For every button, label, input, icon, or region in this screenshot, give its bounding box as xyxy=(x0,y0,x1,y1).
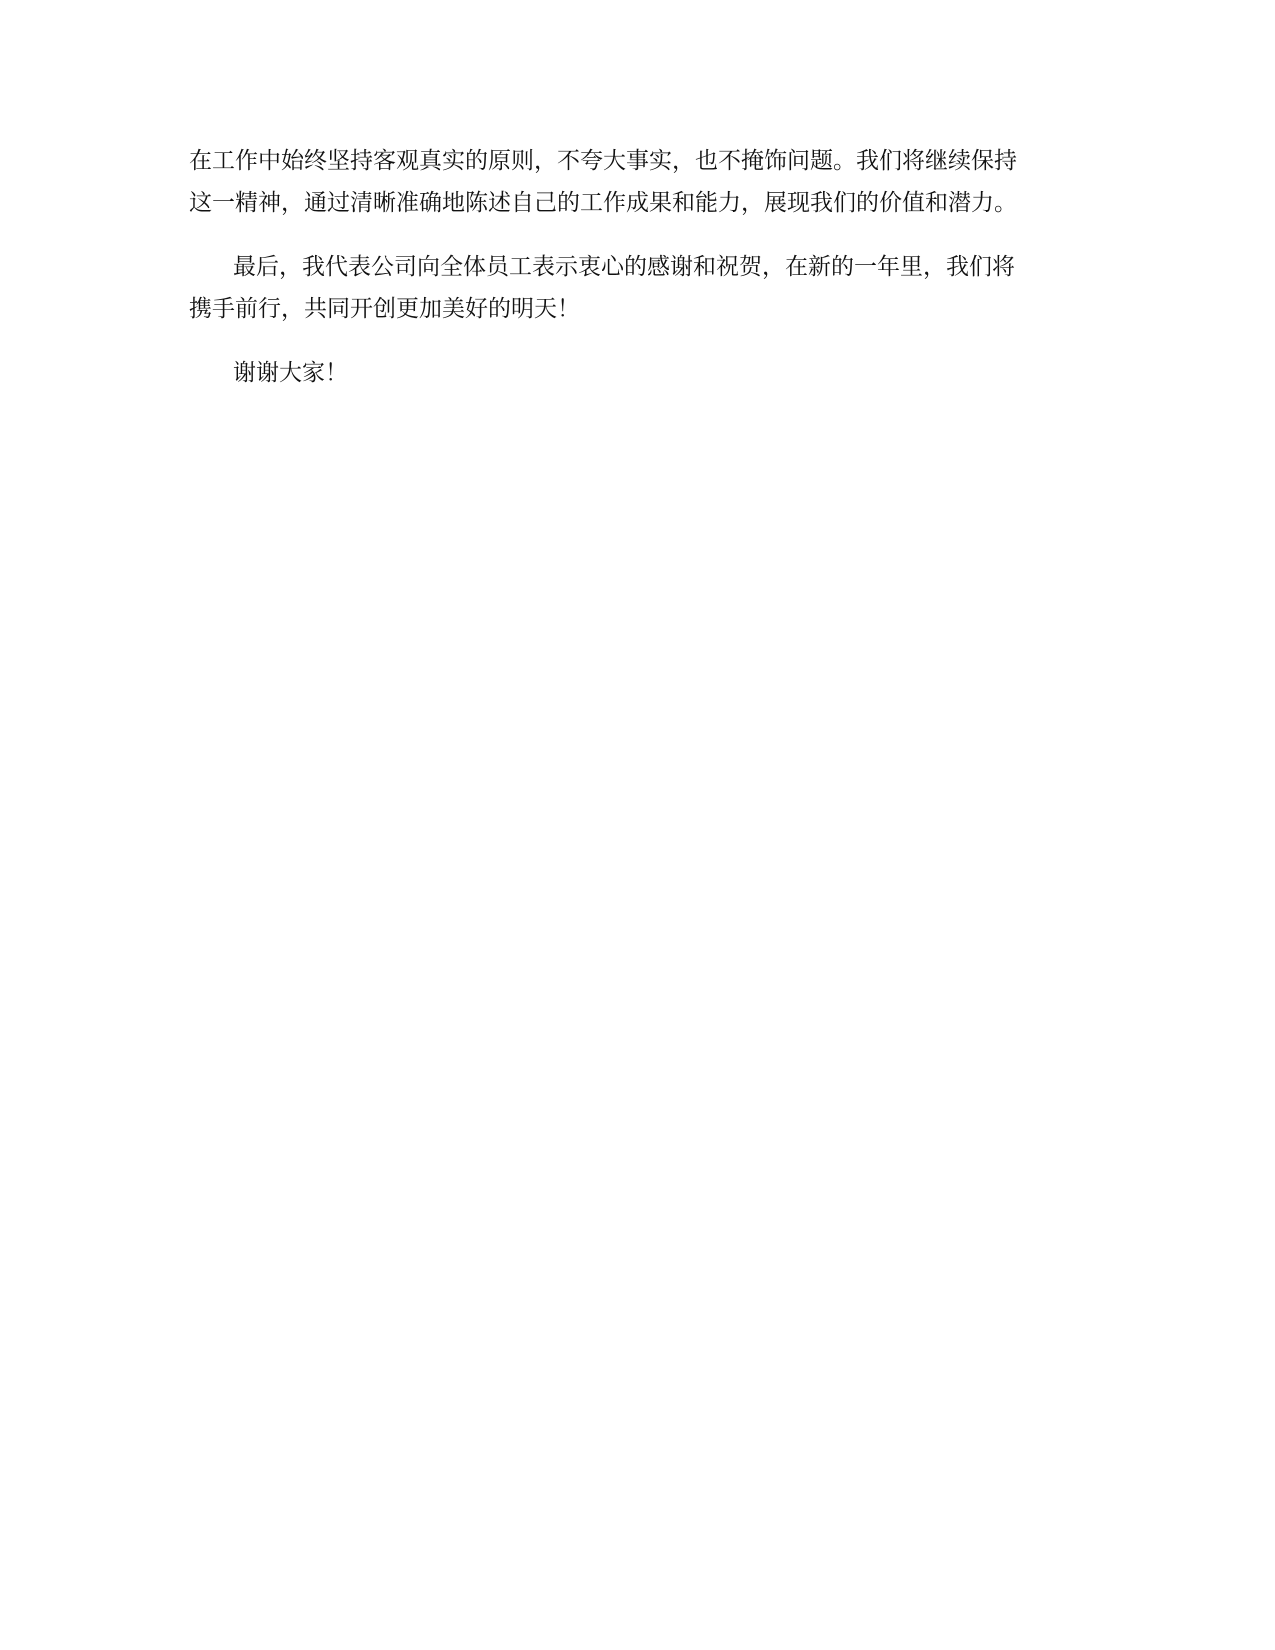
paragraph-line: 在工作中始终坚持客观真实的原则，不夸大事实，也不掩饰问题。我们将继续保持 xyxy=(189,148,1017,174)
paragraph-line: 最后，我代表公司向全体员工表示衷心的感谢和祝贺，在新的一年里，我们将 xyxy=(233,254,1015,280)
document-body xyxy=(189,140,1089,416)
paragraph-continuation xyxy=(189,140,1089,224)
paragraph-sign-off xyxy=(189,352,1089,394)
paragraph-line: 谢谢大家！ xyxy=(233,360,348,386)
paragraph-closing-thanks xyxy=(189,246,1089,330)
paragraph-line: 携手前行，共同开创更加美好的明天！ xyxy=(189,296,580,322)
paragraph-line: 这一精神，通过清晰准确地陈述自己的工作成果和能力，展现我们的价值和潜力。 xyxy=(189,190,1017,216)
